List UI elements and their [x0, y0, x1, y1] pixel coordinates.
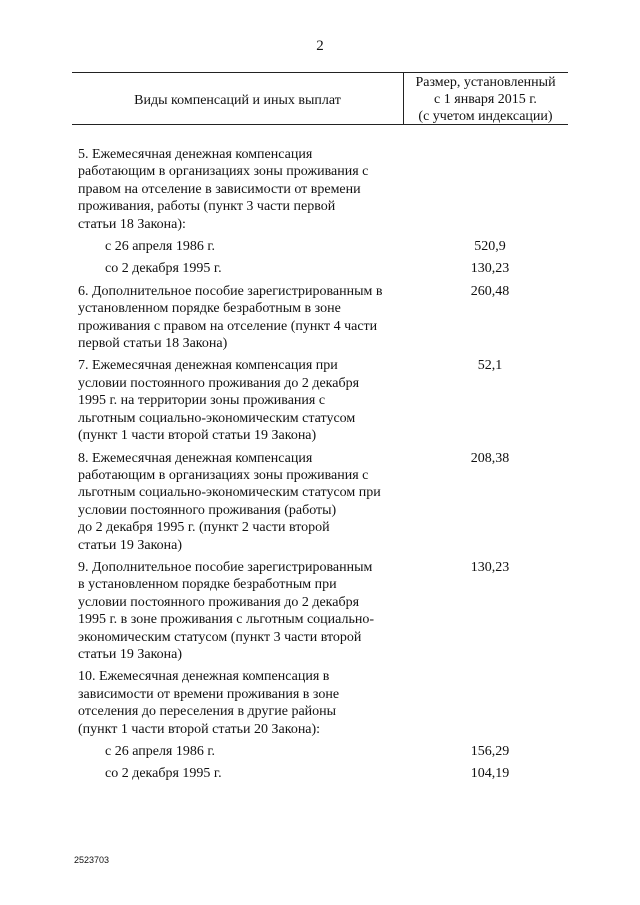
description-line: отселения до переселения в другие районы — [78, 704, 337, 720]
column-header-amount-line: (с учетом индексации) — [418, 109, 553, 124]
description-line: (пункт 1 части второй статьи 19 Закона) — [78, 428, 317, 444]
compensation-description — [78, 668, 408, 738]
compensation-amount: 260,48 — [470, 283, 510, 299]
compensation-amount: 208,38 — [470, 450, 510, 466]
description-line: статьи 18 Закона): — [78, 216, 186, 232]
table-row — [78, 559, 558, 663]
compensation-description — [78, 260, 408, 277]
column-header-amount-line: с 1 января 2015 г. — [434, 92, 537, 107]
compensation-amount — [408, 146, 558, 233]
table-row — [78, 283, 558, 353]
compensation-amount: 52,1 — [477, 358, 503, 374]
description-line: установленном порядке безработным в зоне — [78, 301, 341, 317]
description-line: 7. Ежемесячная денежная компенсация при — [78, 358, 338, 374]
compensation-amount — [408, 668, 558, 738]
table-header-rule — [72, 124, 568, 125]
description-line: проживания, работы (пункт 3 части первой — [78, 199, 336, 215]
description-line: 9. Дополнительное пособие зарегистрированным — [78, 559, 373, 575]
description-line: экономическим статусом (пункт 3 части второй — [78, 629, 362, 645]
table-row — [78, 146, 558, 233]
description-line: статьи 19 Закона) — [78, 646, 183, 662]
description-line: с 26 апреля 1986 г. — [105, 744, 216, 759]
description-line: 1995 г. в зоне проживания с льготным социально- — [78, 612, 375, 628]
column-header-compensation-types: Виды компенсаций и иных выплат — [134, 93, 341, 108]
table-subrow — [78, 765, 558, 782]
page-number: 2 — [316, 38, 324, 54]
compensation-amount: 520,9 — [474, 239, 506, 255]
table-subrow — [78, 260, 558, 277]
description-line: условии постоянного проживания до 2 декабря — [78, 375, 360, 391]
description-line: со 2 декабря 1995 г. — [105, 766, 222, 782]
description-line: проживания с правом на отселение (пункт 4 части — [78, 318, 378, 334]
compensation-amount: 130,23 — [470, 559, 510, 575]
description-line: статьи 19 Закона) — [78, 537, 183, 553]
compensation-description — [78, 450, 408, 554]
description-line: 1995 г. на территории зоны проживания с — [78, 393, 326, 409]
compensation-description — [78, 765, 408, 782]
compensation-description — [78, 743, 408, 760]
description-line: правом на отселение в зависимости от времени — [78, 181, 361, 197]
table-row — [78, 450, 558, 554]
description-line: 10. Ежемесячная денежная компенсация в — [78, 669, 330, 685]
compensation-description — [78, 238, 408, 255]
compensation-amount: 104,19 — [470, 766, 510, 782]
compensation-description — [78, 357, 408, 444]
compensation-description — [78, 283, 408, 353]
description-line: в установленном порядке безработным при — [78, 577, 337, 593]
description-line: до 2 декабря 1995 г. (пункт 2 части второй — [78, 520, 330, 536]
document-id: 2523703 — [74, 855, 110, 865]
table-row — [78, 357, 558, 444]
description-line: льготным социально-экономическим статусом — [78, 410, 356, 426]
compensation-table-body — [78, 146, 558, 788]
compensation-description — [78, 146, 408, 233]
description-line: 5. Ежемесячная денежная компенсация — [78, 147, 313, 162]
description-line: первой статьи 18 Закона) — [78, 336, 228, 352]
compensation-amount: 156,29 — [470, 744, 510, 759]
description-line: 8. Ежемесячная денежная компенсация — [78, 450, 313, 466]
column-header-amount-line: Размер, установленный — [415, 75, 556, 90]
description-line: с 26 апреля 1986 г. — [105, 239, 216, 255]
table-subrow — [78, 238, 558, 255]
description-line: работающим в организациях зоны проживания с — [78, 164, 369, 180]
compensation-amount: 130,23 — [470, 261, 510, 277]
table-row — [78, 668, 558, 738]
description-line: условии постоянного проживания (работы) — [78, 502, 337, 518]
description-line: со 2 декабря 1995 г. — [105, 261, 222, 277]
compensation-description — [78, 559, 408, 663]
description-line: 6. Дополнительное пособие зарегистрированным в — [78, 283, 383, 299]
table-subrow — [78, 743, 558, 760]
description-line: льготным социально-экономическим статусом при — [78, 485, 381, 501]
description-line: зависимости от времени проживания в зоне — [78, 686, 340, 702]
description-line: (пункт 1 части второй статьи 20 Закона): — [78, 721, 321, 737]
table-top-rule — [72, 72, 568, 73]
description-line: работающим в организациях зоны проживания с — [78, 467, 369, 483]
column-header-amount — [403, 74, 568, 125]
description-line: условии постоянного проживания до 2 декабря — [78, 594, 360, 610]
